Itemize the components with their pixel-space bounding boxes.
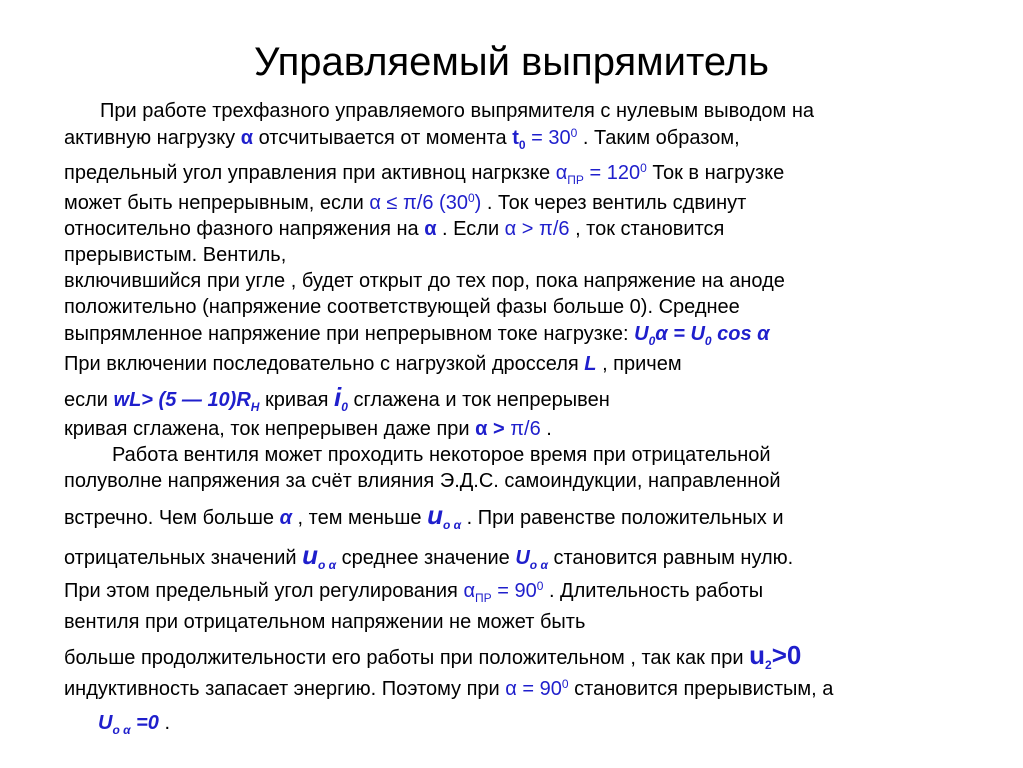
text-line-8 bbox=[64, 294, 740, 320]
text-line-6 bbox=[64, 242, 286, 268]
text-line-7 bbox=[64, 268, 785, 294]
alpha-pr-degree-2: 0 bbox=[536, 579, 544, 593]
condition-alpha-le bbox=[369, 192, 481, 214]
voltage-u-oa-2 bbox=[302, 540, 336, 570]
line-5-c: , ток становится bbox=[569, 218, 725, 240]
line-3-a: предельный угол управления при активноц нагркзке bbox=[64, 162, 556, 184]
alpha-pr-eq-2: = 90 bbox=[491, 580, 537, 602]
text-line-13 bbox=[112, 442, 771, 468]
t0-degree: 0 bbox=[570, 126, 578, 140]
t0-eq: = 30 bbox=[525, 127, 571, 149]
voltage-u-letter-2: u bbox=[302, 540, 319, 570]
text-line-15 bbox=[64, 502, 784, 531]
text-line-9 bbox=[64, 321, 770, 347]
slide-title: Управляемый выпрямитель bbox=[254, 40, 769, 84]
text-line-20 bbox=[64, 676, 833, 702]
line-4-a: может быть непрерывным, если bbox=[64, 192, 370, 214]
text-line-2 bbox=[64, 125, 740, 151]
text-line-18 bbox=[64, 609, 585, 635]
line-16-c: становится равным нулю. bbox=[547, 547, 794, 569]
line-16-b: среднее значение bbox=[336, 547, 516, 569]
alpha-pr-eq: = 120 bbox=[583, 162, 641, 184]
current-i0 bbox=[334, 382, 348, 412]
alpha-pr-degree: 0 bbox=[640, 161, 647, 175]
line-2-a: активную нагрузку bbox=[64, 127, 241, 149]
condition-wl-text: wL> (5 — 10)R bbox=[113, 389, 251, 411]
alpha-pr-subscript-2: ПР bbox=[475, 591, 492, 605]
formula-u-sub: 0 bbox=[648, 334, 656, 348]
voltage-u-letter: u bbox=[427, 500, 443, 530]
voltage-U-sub: о α bbox=[529, 558, 548, 572]
t0-value bbox=[526, 127, 578, 149]
line-17-a: При этом предельный угол регулирования bbox=[64, 580, 464, 602]
condition-wl-sub: Н bbox=[250, 400, 260, 414]
voltage-u-sub: о α bbox=[442, 518, 462, 532]
line-20-c: становится прерывистым, а bbox=[568, 678, 834, 700]
line-17-c: . Длительность работы bbox=[543, 580, 764, 602]
line-12-a: кривая сглажена, ток непрерывен даже при bbox=[64, 418, 476, 440]
line-13-text: Работа вентиля может проходить некоторое время при отрицательной bbox=[112, 444, 771, 466]
condition-alpha-gt-2: α > bbox=[475, 418, 511, 440]
formula-alpha-eq: α = U bbox=[655, 323, 705, 345]
voltage-U-letter: U bbox=[515, 547, 530, 569]
alpha-pr-subscript: ПР bbox=[567, 173, 584, 187]
line-3-c: Ток в нагрузке bbox=[646, 162, 785, 184]
line-11-a: если bbox=[64, 389, 114, 411]
line-11-b: кривая bbox=[259, 389, 334, 411]
line-15-a: встречно. Чем больше bbox=[64, 507, 280, 529]
condition-pi: π/6 bbox=[510, 418, 541, 440]
line-4-c: . Ток через вентиль сдвинут bbox=[481, 192, 747, 214]
line-5-b: . Если bbox=[436, 218, 505, 240]
formula-u0 bbox=[634, 323, 770, 348]
alpha-pr-value-2 bbox=[463, 579, 544, 605]
text-line-1 bbox=[100, 98, 814, 124]
condition-alpha-90-degree: 0 bbox=[561, 677, 569, 691]
alpha-symbol-3: α bbox=[279, 507, 292, 529]
line-18-text: вентиля при отрицательном напряжении не может быть bbox=[64, 611, 586, 633]
text-line-10 bbox=[64, 351, 682, 377]
alpha-symbol: α bbox=[240, 127, 254, 149]
current-i-sub: 0 bbox=[341, 400, 348, 414]
formula-u-sub-2: 0 bbox=[704, 334, 712, 348]
line-6-text: прерывистым. Вентиль, bbox=[64, 244, 287, 266]
text-line-14 bbox=[64, 468, 781, 494]
line-15-c: . При равенстве положительных и bbox=[461, 507, 784, 529]
voltage-U-oa bbox=[515, 547, 548, 572]
voltage-u2-gt: >0 bbox=[771, 640, 802, 670]
line-11-c: сглажена и ток непрерывен bbox=[347, 389, 610, 411]
formula-u-letter: U bbox=[634, 323, 649, 345]
text-line-3 bbox=[64, 160, 784, 186]
condition-close: ) bbox=[474, 192, 482, 214]
voltage-u-sub-2: о α bbox=[318, 558, 337, 572]
alpha-pr-value bbox=[555, 161, 647, 187]
line-20-a: индуктивность запасает энергию. Поэтому при bbox=[64, 678, 506, 700]
line-8-text: положительно (напряжение соответствующей фазы больше 0). Среднее bbox=[64, 296, 740, 318]
condition-wl bbox=[113, 389, 260, 414]
t0-subscript: 0 bbox=[518, 138, 526, 152]
condition-alpha-90 bbox=[505, 678, 568, 700]
inductance-L: L bbox=[584, 353, 597, 375]
line-21-c: . bbox=[158, 712, 171, 734]
formula-cos: cos α bbox=[711, 323, 770, 345]
condition-alpha-90-text: α = 90 bbox=[505, 678, 562, 700]
line-14-text: полуволне напряжения за счёт влияния Э.Д.С. самоиндукции, направленной bbox=[64, 470, 781, 492]
voltage-u2-letter: u bbox=[749, 640, 766, 670]
condition-text: α ≤ π/6 (30 bbox=[369, 192, 468, 214]
voltage-U-zero-sub: о α bbox=[112, 723, 131, 737]
line-16-a: отрицательных значений bbox=[64, 547, 303, 569]
text-line-17 bbox=[64, 578, 763, 604]
line-10-c: , причем bbox=[596, 353, 682, 375]
text-line-5 bbox=[64, 216, 724, 242]
voltage-u2 bbox=[749, 640, 801, 670]
voltage-u-oa bbox=[427, 500, 461, 530]
text-line-4 bbox=[64, 190, 746, 216]
condition-degree: 0 bbox=[467, 191, 475, 205]
alpha-pr-letter: α bbox=[555, 162, 568, 184]
text-line-19 bbox=[64, 642, 801, 671]
line-5-a: относительно фазного напряжения на bbox=[64, 218, 425, 240]
voltage-U-zero-letter: U bbox=[98, 712, 113, 734]
current-i-letter: i bbox=[333, 382, 342, 412]
line-1-text: При работе трехфазного управляемого выпрямителя с нулевым выводом на bbox=[100, 100, 815, 122]
t0-letter: t bbox=[512, 127, 519, 149]
line-15-b: , тем меньше bbox=[291, 507, 428, 529]
text-line-21 bbox=[98, 710, 170, 736]
alpha-pr-letter-2: α bbox=[463, 580, 476, 602]
voltage-u2-sub: 2 bbox=[765, 658, 772, 672]
voltage-U-oa-zero bbox=[98, 712, 159, 737]
line-12-c: . bbox=[540, 418, 552, 440]
line-2-b: отсчитывается от момента bbox=[253, 127, 513, 149]
line-7-text: включившийся при угле , будет открыт до тех пор, пока напряжение на аноде bbox=[64, 270, 785, 292]
voltage-U-zero-eq: =0 bbox=[130, 712, 159, 734]
line-19-a: больше продолжительности его работы при положительном , так как при bbox=[64, 647, 750, 669]
condition-alpha-gt: α > π/6 bbox=[504, 218, 570, 240]
t0-symbol bbox=[512, 127, 526, 152]
line-9-a: выпрямленное напряжение при непрерывном токе нагрузке: bbox=[64, 323, 635, 345]
text-line-16 bbox=[64, 542, 793, 571]
line-2-c: . Таким образом, bbox=[577, 127, 740, 149]
text-line-12 bbox=[64, 416, 552, 442]
alpha-symbol-2: α bbox=[424, 218, 437, 240]
line-10-a: При включении последовательно с нагрузкой дросселя bbox=[64, 353, 585, 375]
text-line-11 bbox=[64, 384, 610, 413]
